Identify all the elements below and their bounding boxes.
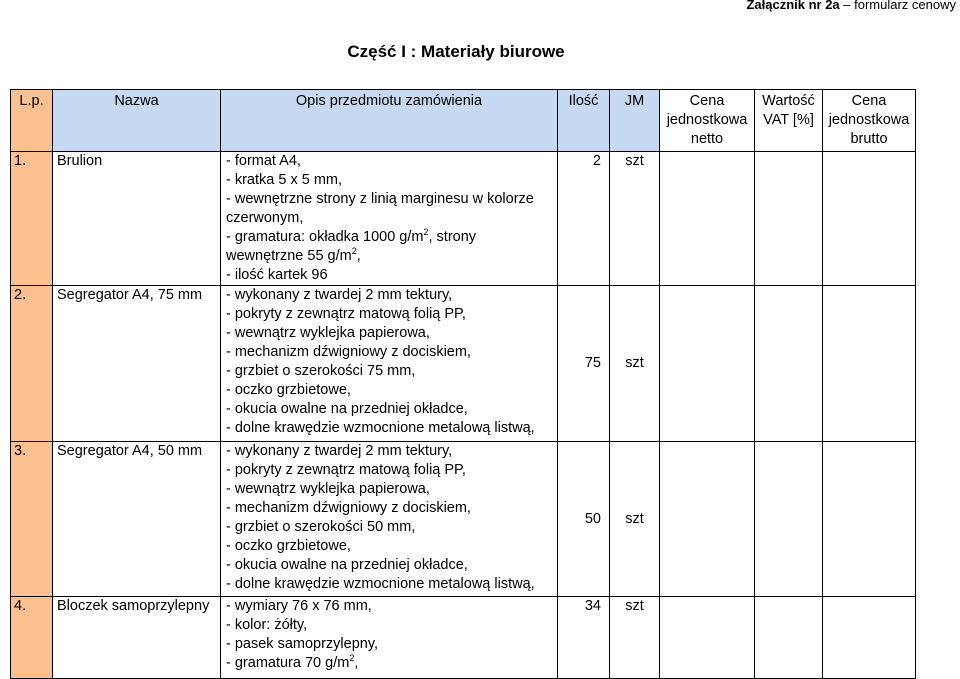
row-description bbox=[221, 442, 558, 597]
header-ilosc: Ilość bbox=[558, 90, 610, 152]
row-cena-netto[interactable] bbox=[660, 286, 755, 442]
desc-line: - dolne krawędzie wzmocnione metalową listwą, bbox=[226, 576, 535, 592]
desc-line: - mechanizm dźwigniowy z dociskiem, bbox=[226, 500, 471, 516]
row-vat[interactable] bbox=[755, 442, 823, 597]
row-description bbox=[221, 286, 558, 442]
header-jm: JM bbox=[610, 90, 660, 152]
row-vat[interactable] bbox=[755, 152, 823, 286]
table-row bbox=[11, 286, 916, 442]
row-name: Segregator A4, 75 mm bbox=[53, 286, 221, 442]
desc-line: - pokryty z zewnątrz matową folią PP, bbox=[226, 306, 466, 322]
row-jm: szt bbox=[610, 597, 660, 679]
row-lp: 2. bbox=[11, 286, 53, 442]
desc-line: - wewnętrzne strony z linią marginesu w kolorze bbox=[226, 191, 534, 207]
desc-line: - pasek samoprzylepny, bbox=[226, 636, 379, 652]
desc-line: - okucia owalne na przedniej okładce, bbox=[226, 557, 468, 573]
desc-line: - grzbiet o szerokości 75 mm, bbox=[226, 363, 416, 379]
desc-line: - kratka 5 x 5 mm, bbox=[226, 172, 343, 188]
header-cena-netto: Cena jednostkowa netto bbox=[660, 90, 755, 152]
header-opis: Opis przedmiotu zamówienia bbox=[221, 90, 558, 152]
desc-line: - wykonany z twardej 2 mm tektury, bbox=[226, 287, 453, 303]
row-lp: 3. bbox=[11, 442, 53, 597]
page-title: Część I : Materiały biurowe bbox=[347, 42, 565, 61]
row-cena-brutto[interactable] bbox=[823, 442, 916, 597]
table-row bbox=[11, 597, 916, 679]
desc-line: - oczko grzbietowe, bbox=[226, 538, 351, 554]
row-jm: szt bbox=[610, 442, 660, 597]
row-name: Bloczek samoprzylepny bbox=[53, 597, 221, 679]
desc-line: - oczko grzbietowe, bbox=[226, 382, 351, 398]
desc-line: - format A4, bbox=[226, 153, 301, 169]
row-lp: 1. bbox=[11, 152, 53, 286]
desc-line: - okucia owalne na przedniej okładce, bbox=[226, 401, 468, 417]
desc-line: - pokryty z zewnątrz matową folią PP, bbox=[226, 462, 466, 478]
desc-line: - wykonany z twardej 2 mm tektury, bbox=[226, 443, 453, 459]
header-cena-brutto: Cena jednostkowa brutto bbox=[823, 90, 916, 152]
row-lp: 4. bbox=[11, 597, 53, 679]
row-jm: szt bbox=[610, 152, 660, 286]
row-cena-brutto[interactable] bbox=[823, 597, 916, 679]
row-description bbox=[221, 597, 558, 679]
row-description bbox=[221, 152, 558, 286]
row-jm: szt bbox=[610, 286, 660, 442]
row-qty: 2 bbox=[558, 152, 610, 286]
row-cena-netto[interactable] bbox=[660, 442, 755, 597]
desc-line: - grzbiet o szerokości 50 mm, bbox=[226, 519, 416, 535]
desc-line: - gramatura 70 $g/m^2$, bbox=[226, 653, 359, 671]
row-cena-brutto[interactable] bbox=[823, 286, 916, 442]
row-name: Segregator A4, 50 mm bbox=[53, 442, 221, 597]
desc-line: wewnętrzne 55 $g/m^2$, bbox=[226, 246, 361, 264]
row-qty: 75 bbox=[558, 286, 610, 442]
annex-label: Załącznik nr 2a – formularz cenowy bbox=[746, 0, 956, 12]
row-vat[interactable] bbox=[755, 597, 823, 679]
row-cena-netto[interactable] bbox=[660, 152, 755, 286]
desc-line: - wymiary 76 x 76 mm, bbox=[226, 598, 372, 614]
header-nazwa: Nazwa bbox=[53, 90, 221, 152]
desc-line: czerwonym, bbox=[226, 210, 304, 226]
header-lp: L.p. bbox=[11, 90, 53, 152]
desc-line: - wewnątrz wyklejka papierowa, bbox=[226, 481, 430, 497]
row-vat[interactable] bbox=[755, 286, 823, 442]
header-vat: Wartość VAT [%] bbox=[755, 90, 823, 152]
desc-line: - wewnątrz wyklejka papierowa, bbox=[226, 325, 430, 341]
row-qty: 34 bbox=[558, 597, 610, 679]
desc-line: - kolor: żółty, bbox=[226, 617, 308, 633]
table-row bbox=[11, 442, 916, 597]
price-form-table bbox=[10, 89, 916, 679]
row-cena-netto[interactable] bbox=[660, 597, 755, 679]
table-row bbox=[11, 152, 916, 286]
desc-line: - dolne krawędzie wzmocnione metalową listwą, bbox=[226, 420, 535, 436]
row-qty: 50 bbox=[558, 442, 610, 597]
row-name: Brulion bbox=[53, 152, 221, 286]
desc-line: - mechanizm dźwigniowy z dociskiem, bbox=[226, 344, 471, 360]
desc-line: - gramatura: okładka 1000 $g/m^2$, strony bbox=[226, 227, 477, 245]
row-cena-brutto[interactable] bbox=[823, 152, 916, 286]
desc-line: - ilość kartek 96 bbox=[226, 267, 328, 283]
